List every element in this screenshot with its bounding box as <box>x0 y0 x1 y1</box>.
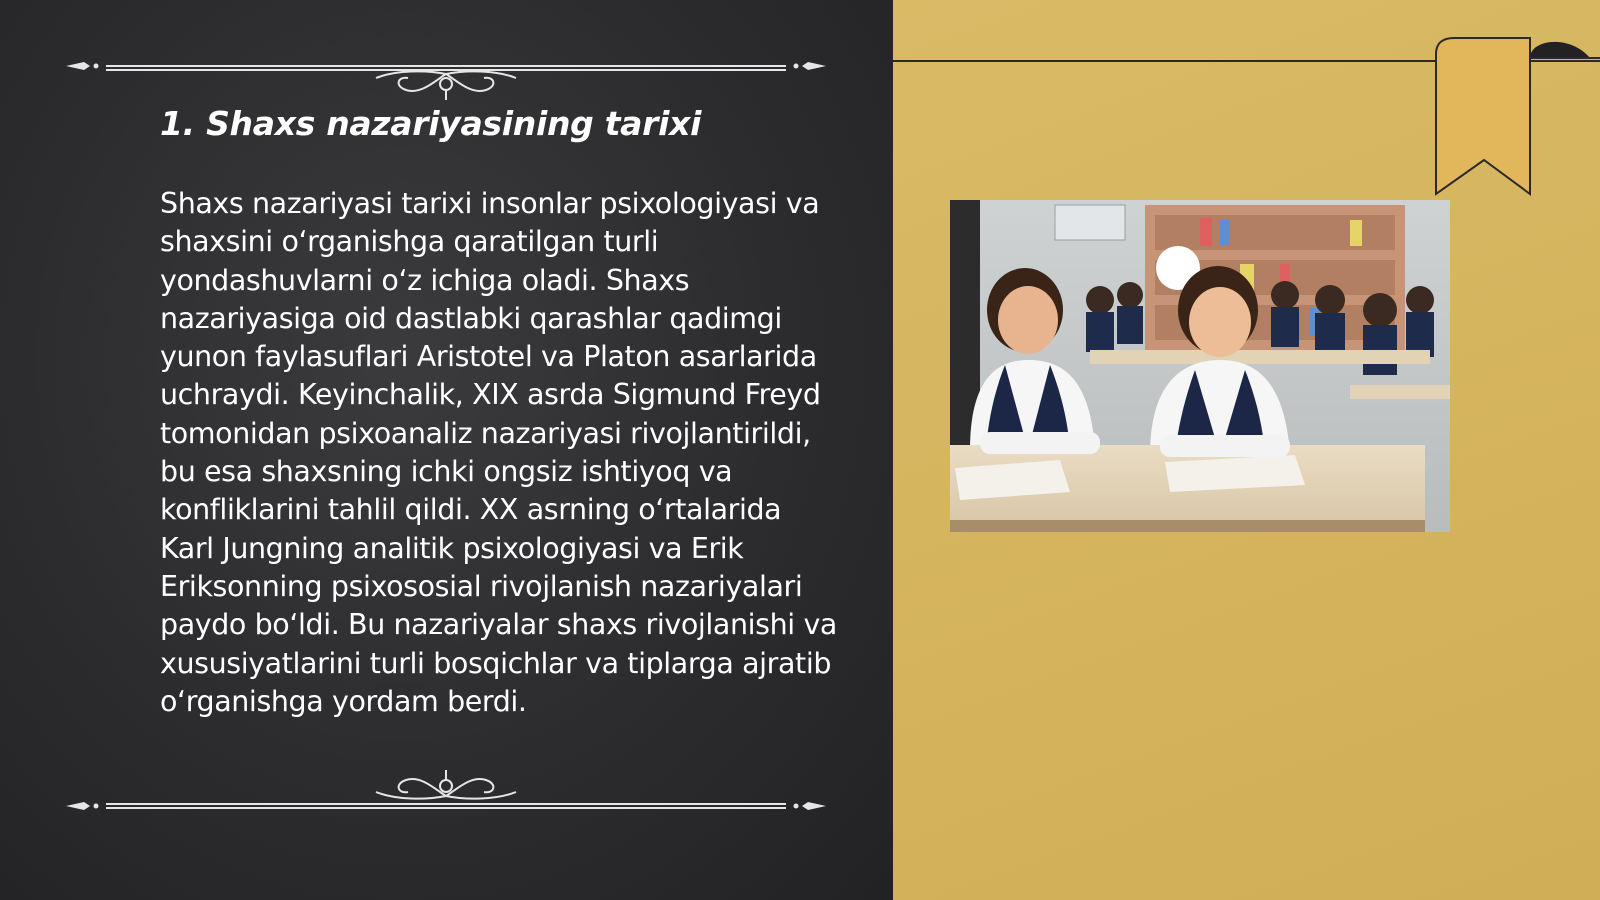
slide-body-text: Shaxs nazariyasi tarixi insonlar psixologiyasi va shaxsini oʻrganishga qaratilgan turli yondashuvlarni oʻz ichiga oladi. Shaxs nazariyasiga oid dastlabki qarashlar qadimgi yunon faylasuflari Aristotel va Platon asarlarida uchraydi. Keyinchalik, XIX asrda Sigmund Freyd tomonidan psixoanaliz nazariyasi rivojlantirildi, bu esa shaxsning ichki ongsiz ishtiyoq va konfliklarini tahlil qildi. XX asrning oʻrtalarida Karl Jungning analitik psixologiyasi va Erik Eriksonning psixososial rivojlanish nazariyalari paydo boʻldi. Bu nazariyalar shaxs rivojlanishi va xususiyatlarini turli bosqichlar va tiplarga ajratib oʻrganishga yordam berdi. <box>160 187 837 718</box>
classroom-photo <box>950 200 1450 532</box>
bookmark-ribbon-icon <box>1430 34 1600 204</box>
slide-title: 1. Shaxs nazariyasining tarixi <box>160 104 702 143</box>
scroll-divider-icon <box>66 40 826 100</box>
scroll-divider-icon <box>66 770 826 830</box>
